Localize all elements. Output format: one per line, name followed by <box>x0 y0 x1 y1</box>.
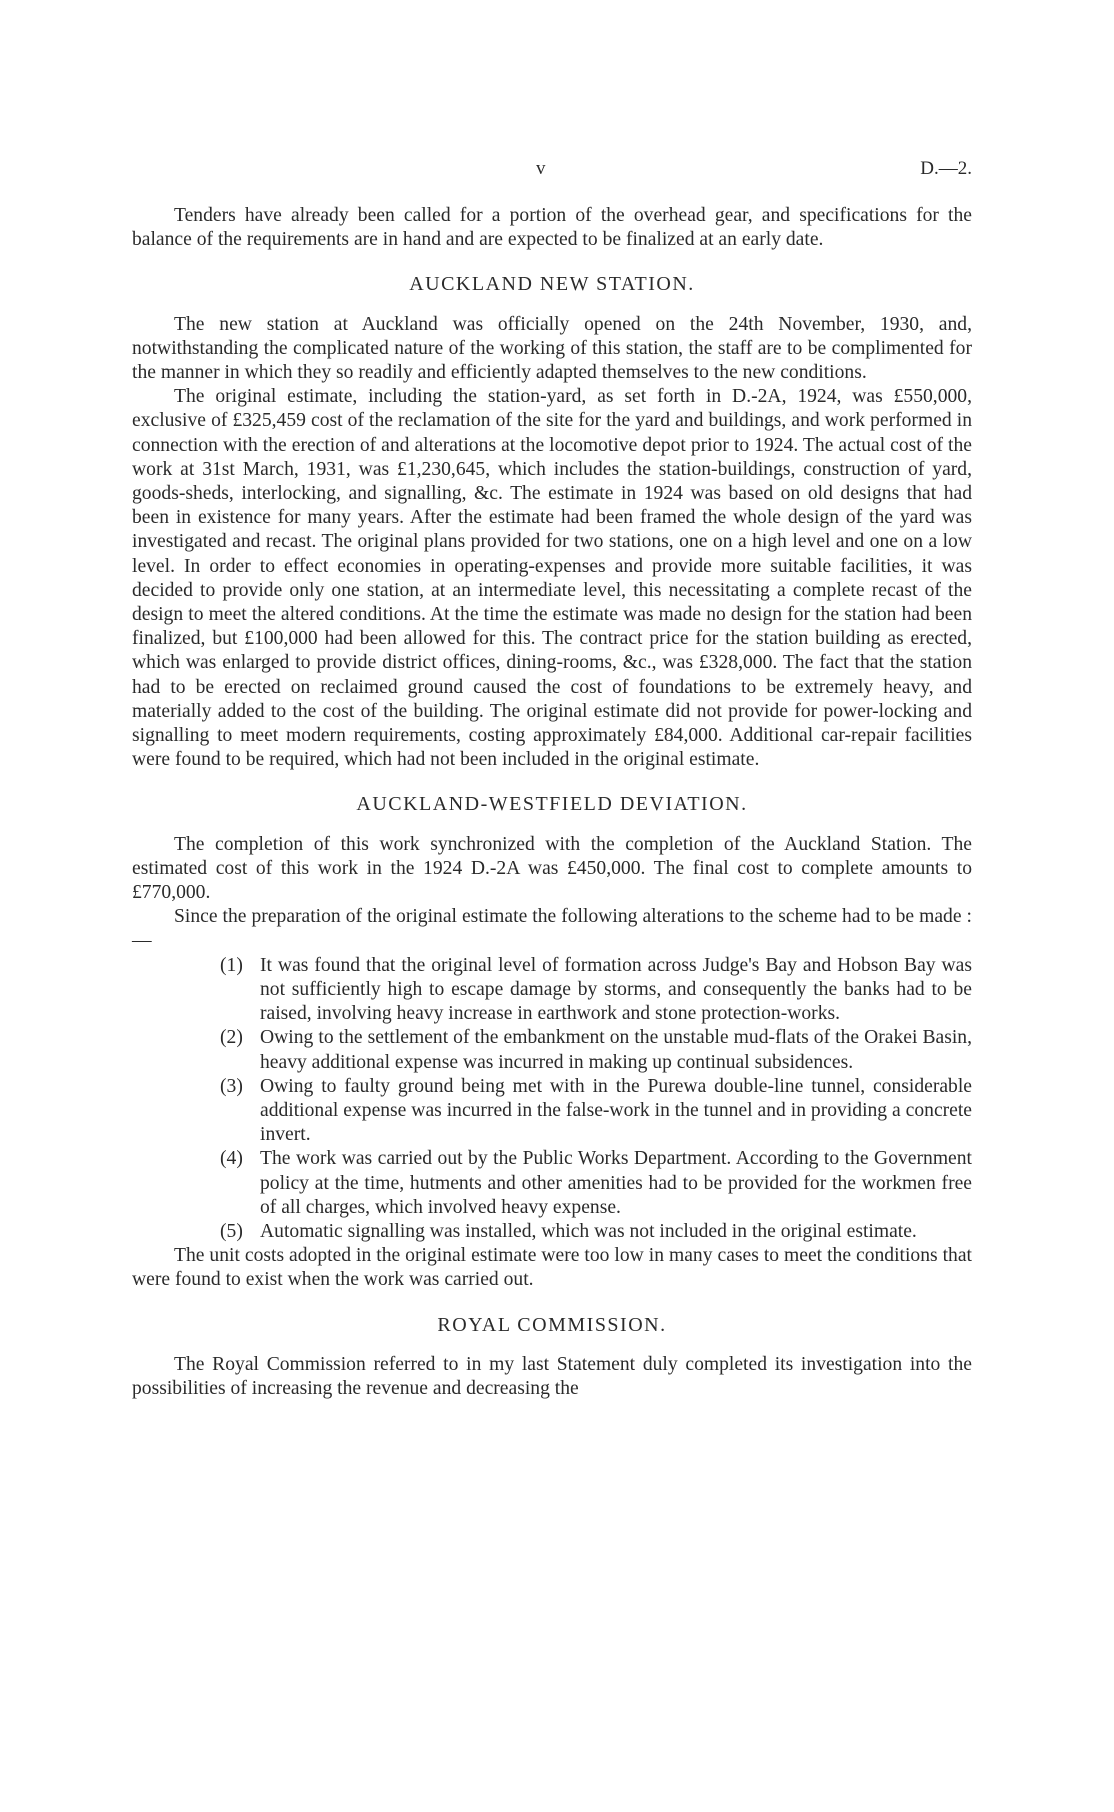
intro-paragraph: Tenders have already been called for a portion of the overhead gear, and specifications for the balance of the requirements are in hand and are expected to be finalized at an early date. <box>132 205 972 251</box>
page-number: v <box>536 158 546 179</box>
list-item-text: Automatic signalling was installed, which was not included in the original estimate. <box>260 1220 917 1242</box>
section-heading-westfield-deviation: AUCKLAND-WESTFIELD DEVIATION. <box>356 793 748 816</box>
paragraph: The original estimate, including the station-yard, as set forth in D.-2A, 1924, was £550,000, exclusive of £325,459 cost of the reclamation of the site for the yard and buildings, and work performed in connection with the erection of and alterations at the locomotive depot prior to 1924. The actual cost of the work at 31st March, 1931, was £1,230,645, which includes the station-buildings, construction of yard, goods-sheds, interlocking, and signalling, &c. The estimate in 1924 was based on old designs that had been in existence for many years. After the estimate had been framed the whole design of the yard was investigated and recast. The original plans provided for two stations, one on a high level and one on a low level. In order to effect economies in operating-expenses and provide more suitable facilities, it was decided to provide only one station, at an intermediate level, this necessitating a complete recast of the design to meet the altered conditions. At the time the estimate was made no design for the station had been finalized, but £100,000 had been allowed for this. The contract price for the station building as erected, which was enlarged to provide district offices, dining-rooms, &c., was £328,000. The fact that the station had to be erected on reclaimed ground caused the cost of foundations to be extremely heavy, and materially added to the cost of the building. The original estimate did not provide for power-locking and signalling to meet modern requirements, costing approximately £84,000. Additional car-repair facilities were found to be required, which had not been included in the original estimate. <box>132 386 972 771</box>
list-item <box>220 1075 972 1148</box>
paragraph: Since the preparation of the original estimate the following alterations to the scheme had to be made :— <box>132 906 972 952</box>
list-item-text: The work was carried out by the Public Works Department. According to the Government policy at the time, hutments and other amenities had to be provided for the workmen free of all charges, which involved heavy expense. <box>260 1148 972 1218</box>
list-item-text: It was found that the original level of formation across Judge's Bay and Hobson Bay was not sufficiently high to escape damage by storms, and consequently the banks had to be raised, involving heavy increase in earthwork and stone protection-works. <box>260 954 972 1025</box>
list-item-number: (5) <box>220 1220 243 1242</box>
section-heading-auckland-station: AUCKLAND NEW STATION. <box>409 273 695 296</box>
list-item-number: (4) <box>220 1148 243 1170</box>
list-item <box>220 1220 972 1244</box>
page-header <box>132 158 972 184</box>
document-reference: D.—2. <box>920 158 972 179</box>
list-item <box>220 1147 972 1220</box>
list-item-number: (2) <box>220 1027 243 1049</box>
paragraph: The completion of this work synchronized with the completion of the Auckland Station. The estimated cost of this work in the 1924 D.-2A was £450,000. The final cost to complete amounts to £770,000. <box>132 833 972 904</box>
list-item <box>220 1026 972 1074</box>
list-item <box>220 954 972 1027</box>
list-item-text: Owing to the settlement of the embankment on the unstable mud-flats of the Orakei Basin, heavy additional expense was incurred in making up continual subsidences. <box>260 1027 972 1073</box>
list-item-number: (1) <box>220 954 243 976</box>
list-item-text: Owing to faulty ground being met with in the Purewa double-line tunnel, considerable additional expense was incurred in the false-work in the tunnel and in providing a concrete invert. <box>260 1075 972 1146</box>
paragraph: The Royal Commission referred to in my last Statement duly completed its investigation into the possibilities of increasing the revenue and decreasing the <box>132 1353 972 1399</box>
paragraph: The unit costs adopted in the original estimate were too low in many cases to meet the conditions that were found to exist when the work was carried out. <box>132 1245 972 1291</box>
alterations-list <box>220 954 972 1244</box>
list-item-number: (3) <box>220 1075 243 1097</box>
paragraph: The new station at Auckland was officially opened on the 24th November, 1930, and, notwithstanding the complicated nature of the working of this station, the staff are to be complimented for the manner in which they so readily and efficiently adapted themselves to the new conditions. <box>132 313 972 384</box>
section-heading-royal-commission: ROYAL COMMISSION. <box>437 1313 667 1336</box>
page-body <box>132 204 972 1401</box>
